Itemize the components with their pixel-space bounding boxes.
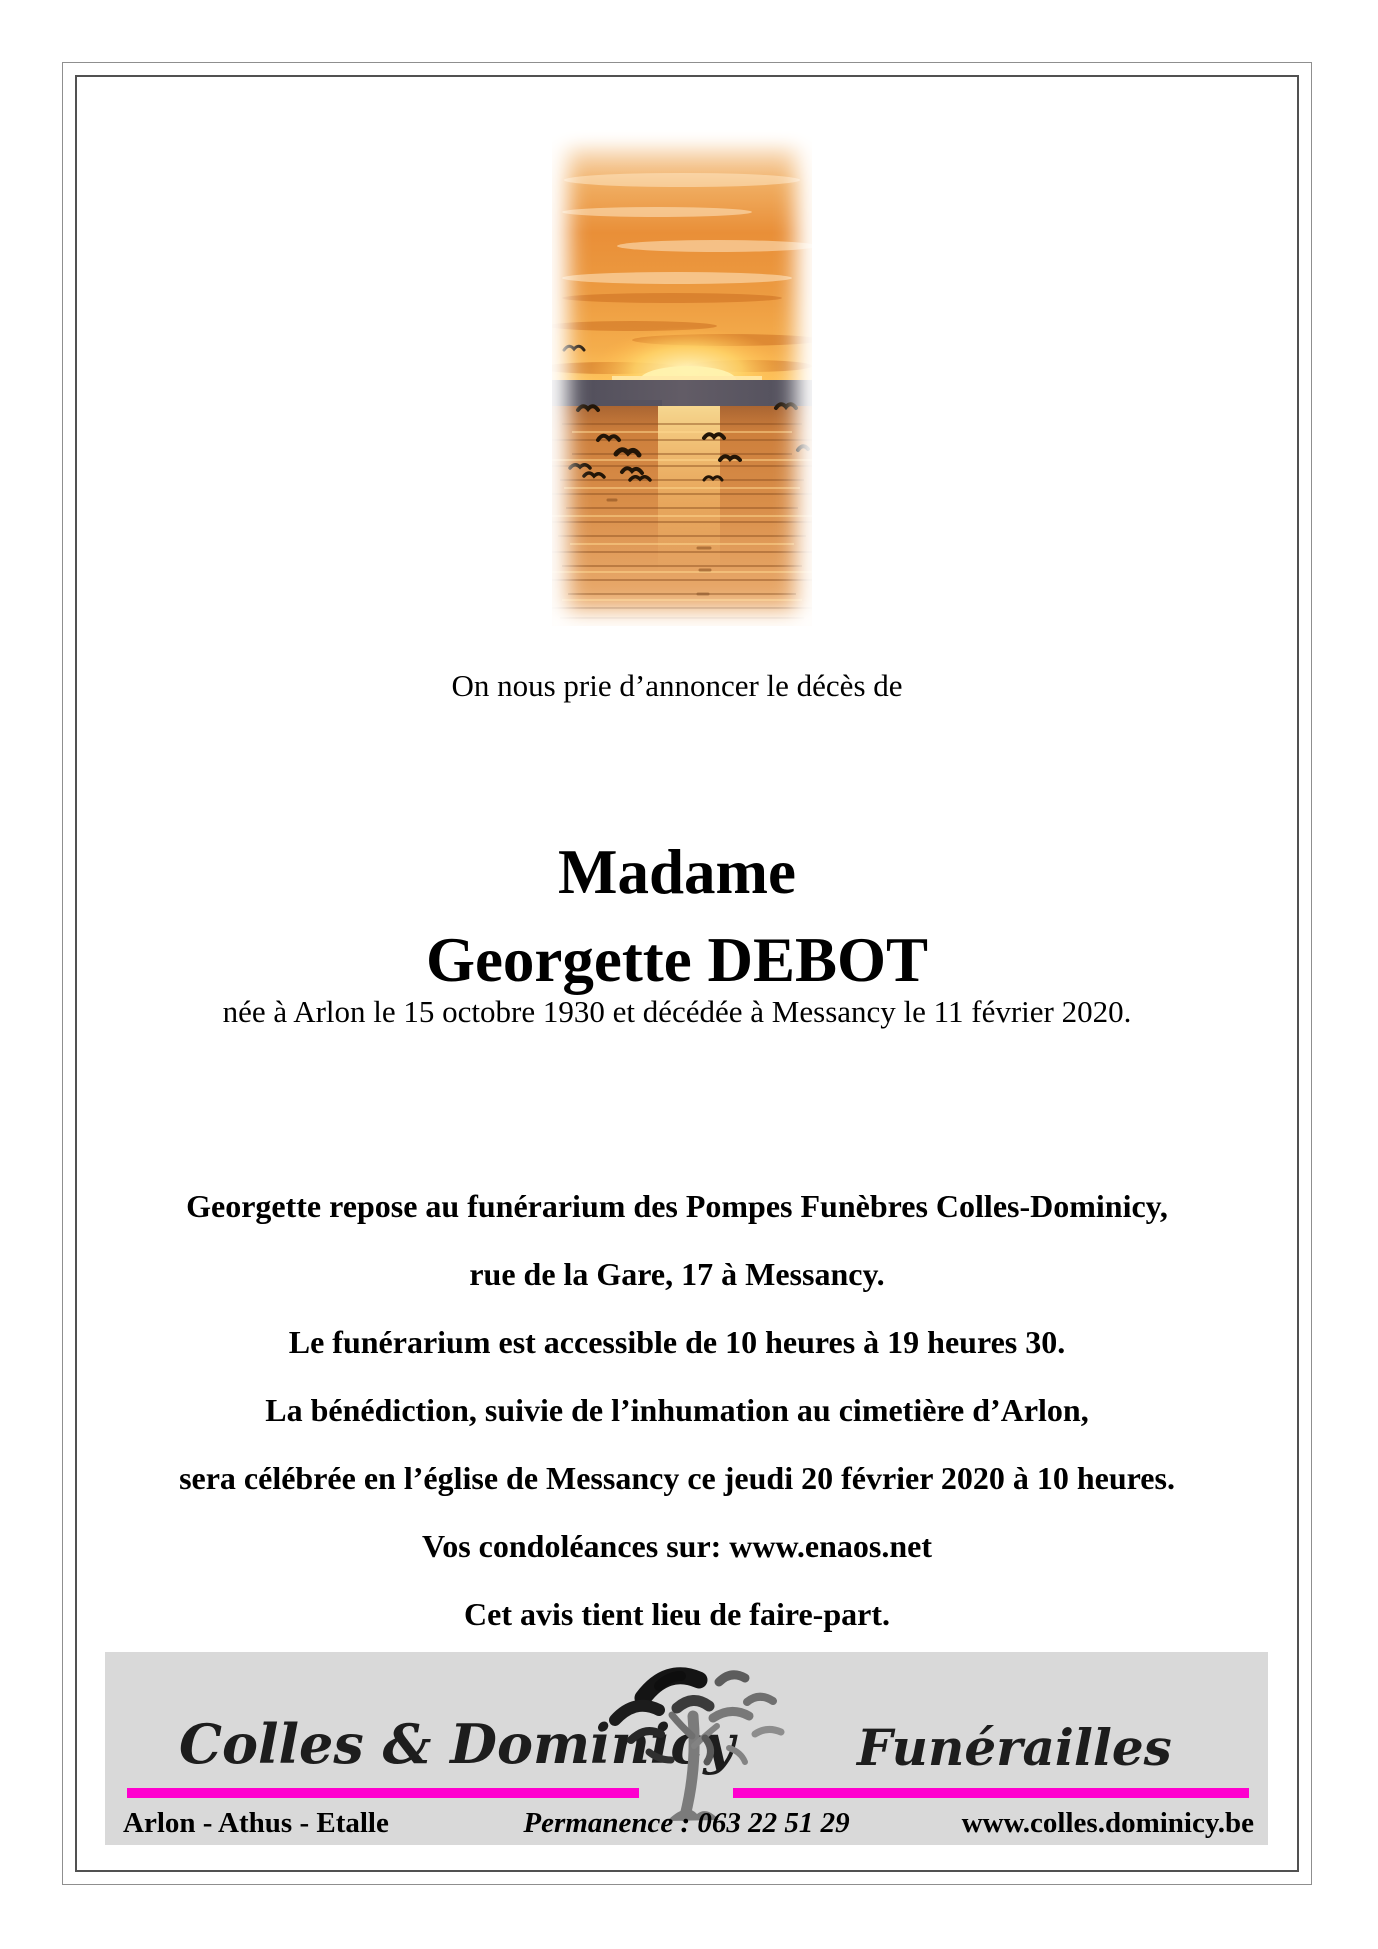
locations: Arlon - Athus - Etalle [123,1807,389,1839]
tree-icon [593,1656,803,1828]
notice-line-hours: Le funérarium est accessible de 10 heures à 19 heures 30. [288,1324,1066,1360]
accent-bar-right [733,1788,1249,1798]
sunset-photo [552,128,812,626]
permanence-phone: Permanence : 063 22 51 29 [523,1807,850,1839]
notice-line-repose: Georgette repose au funérarium des Pompes Funèbres Colles-Dominicy, [186,1188,1168,1224]
accent-bar-left [127,1788,639,1798]
website: www.colles.dominicy.be [961,1807,1254,1839]
company-name: Colles & Dominicy [179,1712,735,1776]
notice-line-fairepart: Cet avis tient lieu de faire-part. [464,1596,890,1632]
funeral-home-banner [105,1652,1268,1845]
notice-line-condolences: Vos condoléances sur: www.enaos.net [422,1528,932,1564]
notice-line-address: rue de la Gare, 17 à Messancy. [469,1256,885,1292]
company-tagline: Funérailles [857,1718,1172,1777]
photo-fade-edge [552,128,812,626]
notice-line-benediction: La bénédiction, suivie de l’inhumation au cimetière d’Arlon, [265,1392,1089,1428]
notice-body [0,1172,1354,1648]
notice-line-ceremony: sera célébrée en l’église de Messancy ce jeudi 20 février 2020 à 10 heures. [179,1460,1175,1496]
deceased-title: Madame [558,837,796,907]
life-dates: née à Arlon le 15 octobre 1930 et décédée à Messancy le 11 février 2020. [222,994,1132,1029]
deceased-name: Georgette DEBOT [425,925,929,995]
announcement-intro: On nous prie d’annoncer le décès de [451,668,903,703]
